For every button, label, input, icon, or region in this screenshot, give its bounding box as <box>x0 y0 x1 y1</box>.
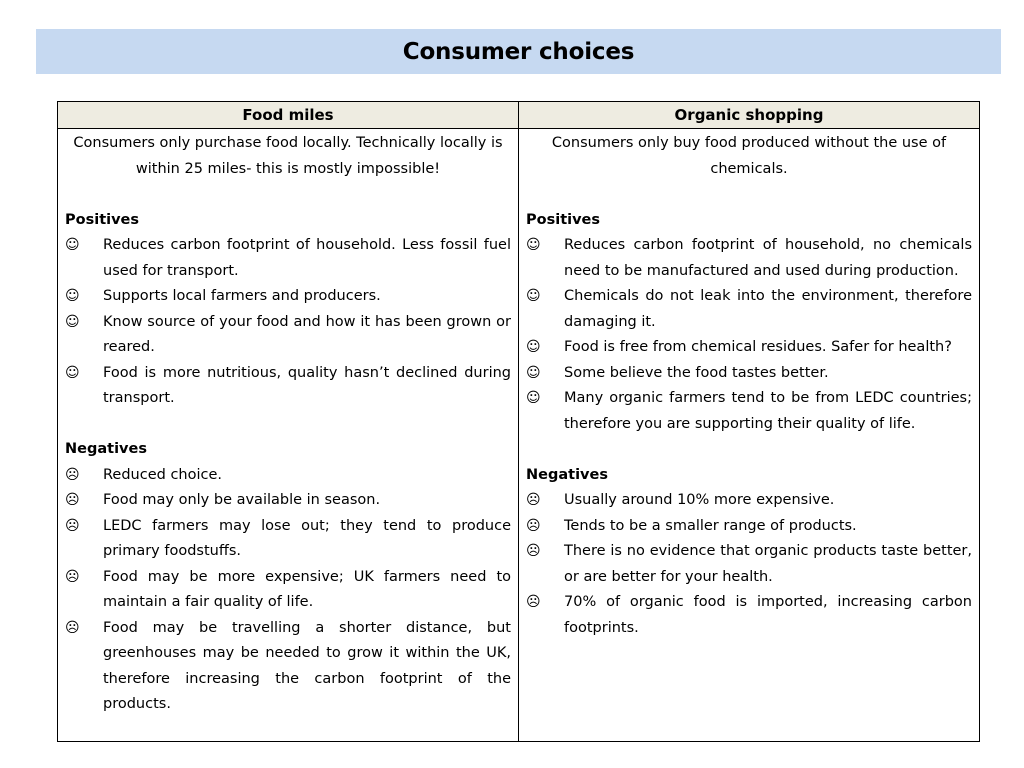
column-food-miles <box>58 129 519 742</box>
point-text: Chemicals do not leak into the environment, therefore damaging it. <box>564 288 972 330</box>
frowning-face-icon: ☹ <box>65 517 80 534</box>
list-item <box>65 514 511 565</box>
table-header-row <box>58 102 980 129</box>
column-heading-food-miles: Food miles <box>58 102 519 129</box>
list-item <box>526 590 972 641</box>
frowning-face-icon: ☹ <box>65 568 80 585</box>
title-bar <box>36 29 1001 74</box>
point-text: Usually around 10% more expensive. <box>564 492 835 508</box>
positives-list <box>65 233 511 412</box>
smiley-face-icon: ☺ <box>526 288 541 304</box>
point-text: Reduced choice. <box>103 466 223 483</box>
positives-heading: Positives <box>65 211 140 228</box>
frowning-face-icon: ☹ <box>526 594 541 610</box>
list-item <box>65 488 511 514</box>
spacer <box>65 412 511 438</box>
list-item <box>65 616 511 718</box>
list-item <box>65 284 511 310</box>
point-text: Food is free from chemical residues. Safer for health? <box>564 339 952 355</box>
point-text: LEDC farmers may lose out; they tend to produce primary foodstuffs. <box>103 517 511 559</box>
list-item <box>526 233 972 284</box>
list-item <box>65 463 511 489</box>
point-text: Food is more nutritious, quality hasn’t declined during transport. <box>103 364 511 406</box>
frowning-face-icon: ☹ <box>526 517 541 534</box>
point-text: Reduces carbon footprint of household. Less fossil fuel used for transport. <box>103 237 511 279</box>
list-item <box>526 539 972 590</box>
negatives-list <box>65 463 511 718</box>
list-item <box>526 514 972 540</box>
frowning-face-icon: ☹ <box>65 619 80 636</box>
point-text: Supports local farmers and producers. <box>103 288 381 304</box>
frowning-face-icon: ☹ <box>526 492 541 508</box>
point-text: Know source of your food and how it has been grown or reared. <box>103 313 511 355</box>
smiley-face-icon: ☺ <box>526 364 541 381</box>
list-item <box>65 565 511 616</box>
frowning-face-icon: ☹ <box>65 492 80 508</box>
spacer <box>526 437 972 463</box>
comparison-table <box>57 101 980 742</box>
smiley-face-icon: ☺ <box>526 339 541 355</box>
spacer <box>65 182 511 208</box>
list-item <box>65 310 511 361</box>
point-text: Food may only be available in season. <box>103 492 381 508</box>
list-item <box>65 361 511 412</box>
smiley-face-icon: ☺ <box>526 237 541 253</box>
negatives-heading: Negatives <box>65 441 147 457</box>
point-text: 70% of organic food is imported, increasing carbon footprints. <box>564 594 972 636</box>
point-text: There is no evidence that organic products taste better, or are better for your health. <box>564 543 972 585</box>
spacer <box>526 182 972 208</box>
list-item <box>526 361 972 387</box>
smiley-face-icon: ☺ <box>65 313 80 330</box>
point-text: Food may be travelling a shorter distance, but greenhouses may be needed to grow it within the UK, therefore increasing the carbon footprint of the products. <box>103 619 511 712</box>
smiley-face-icon: ☺ <box>65 288 80 304</box>
column-organic-shopping <box>519 129 980 742</box>
point-text: Tends to be a smaller range of products. <box>564 517 857 534</box>
frowning-face-icon: ☹ <box>526 543 541 559</box>
list-item <box>526 386 972 437</box>
column-heading-organic-shopping: Organic shopping <box>519 102 980 129</box>
column-intro: Consumers only purchase food locally. Technically locally is within 25 miles- this is mostly impossible! <box>73 135 503 177</box>
point-text: Food may be more expensive; UK farmers need to maintain a fair quality of life. <box>103 568 511 610</box>
smiley-face-icon: ☺ <box>65 364 80 381</box>
negatives-heading: Negatives <box>526 466 608 483</box>
positives-heading: Positives <box>526 211 601 228</box>
point-text: Many organic farmers tend to be from LEDC countries; therefore you are supporting their quality of life. <box>564 390 972 432</box>
positives-list <box>526 233 972 437</box>
list-item <box>65 233 511 284</box>
page-title: Consumer choices <box>402 38 635 65</box>
table-body-row <box>58 129 980 742</box>
list-item <box>526 488 972 514</box>
point-text: Some believe the food tastes better. <box>564 364 829 381</box>
smiley-face-icon: ☺ <box>65 237 80 253</box>
column-intro: Consumers only buy food produced without the use of chemicals. <box>551 135 947 177</box>
point-text: Reduces carbon footprint of household, no chemicals need to be manufactured and used during production. <box>564 237 972 279</box>
smiley-face-icon: ☺ <box>526 390 541 406</box>
list-item <box>526 335 972 361</box>
negatives-list <box>526 488 972 641</box>
frowning-face-icon: ☹ <box>65 466 80 483</box>
list-item <box>526 284 972 335</box>
